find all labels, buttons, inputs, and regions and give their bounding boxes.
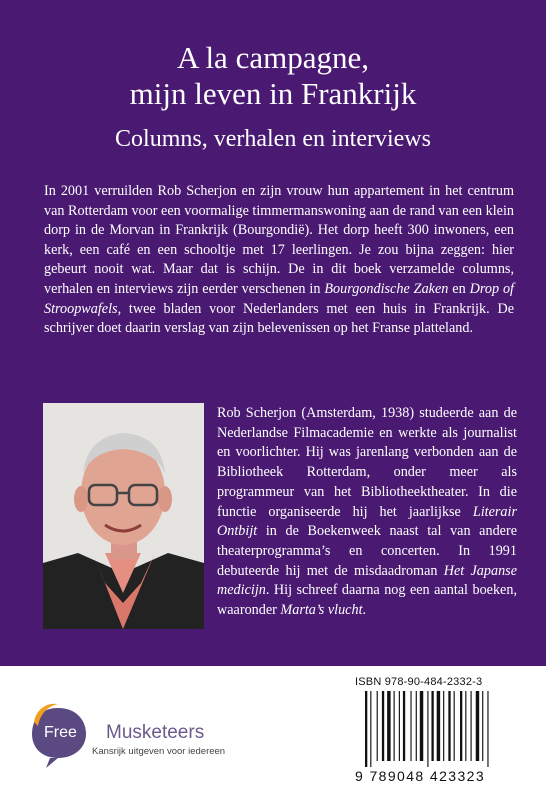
isbn-label: ISBN 978-90-484-2332-3	[355, 676, 483, 688]
author-bio	[217, 404, 517, 621]
title-line-1: A la campagne,	[177, 40, 369, 75]
bio-text-2: in de Boekenweek naast tal van andere theaterprogramma’s en concerten. In 1991 debuteerde hij met de misdaadroman	[217, 523, 517, 579]
intro-text-1: In 2001 verruilden Rob Scherjon en zijn vrouw hun appartement in het centrum van Rotterdam voor een voormalige timmermanswoning aan de rand van een klein dorp in de Morvan in Frankrijk (Bourgondië). Het dorp heeft 300 inwoners, een kerk, een café en een schooltje met 17 leerlingen. Je zou bijna zeggen: hier gebeurt nooit wat. Maar dat is schijn. De in dit boek verzamelde columns, verhalen en interviews zijn eerder verschenen in	[44, 183, 515, 297]
intro-paragraph	[44, 182, 514, 339]
logo-tagline: Kansrijk uitgeven voor iedereen	[92, 746, 226, 757]
barcode-digits: 9 789048 423323	[355, 768, 485, 784]
publisher-logo	[28, 700, 228, 770]
author-photo	[43, 403, 204, 629]
intro-text-2: en	[448, 280, 470, 297]
bio-text-3: . Hij schreef daarna nog een aantal boeken, waaronder	[217, 582, 517, 619]
title-line-2: mijn leven in Frankrijk	[129, 76, 417, 111]
intro-text-3: , twee bladen voor Nederlanders met een huis in Frankrijk. De schrijver doet daarin verslag van zijn belevenissen op het Franse platteland.	[44, 300, 514, 337]
magazine-title-2: Drop of Stroopwafels	[44, 280, 514, 317]
barcode	[365, 691, 517, 767]
book-title-2: Marta’s vlucht	[280, 602, 363, 619]
magazine-title-1: Bourgondische Zaken	[324, 280, 449, 297]
book-subtitle: Columns, verhalen en interviews	[115, 126, 431, 152]
event-title: Literair Ontbijt	[217, 503, 517, 540]
logo-musketeers: Musketeers	[106, 722, 205, 743]
barcode-block	[355, 676, 523, 786]
bio-text-1: Rob Scherjon (Amsterdam, 1938) studeerde aan de Nederlandse Filmacademie en werkte als journalist en voorlichter. Hij was jarenlang verbonden aan de Bibliotheek Rotterdam, onder meer als programmeur van het Bibliotheektheater. In die functie organiseerde hij het jaarlijkse	[217, 405, 517, 520]
book-title	[0, 40, 546, 112]
book-title-1: Het Japanse medicijn	[217, 562, 517, 599]
bio-text-4: .	[362, 602, 367, 619]
logo-free: Free	[44, 724, 77, 741]
